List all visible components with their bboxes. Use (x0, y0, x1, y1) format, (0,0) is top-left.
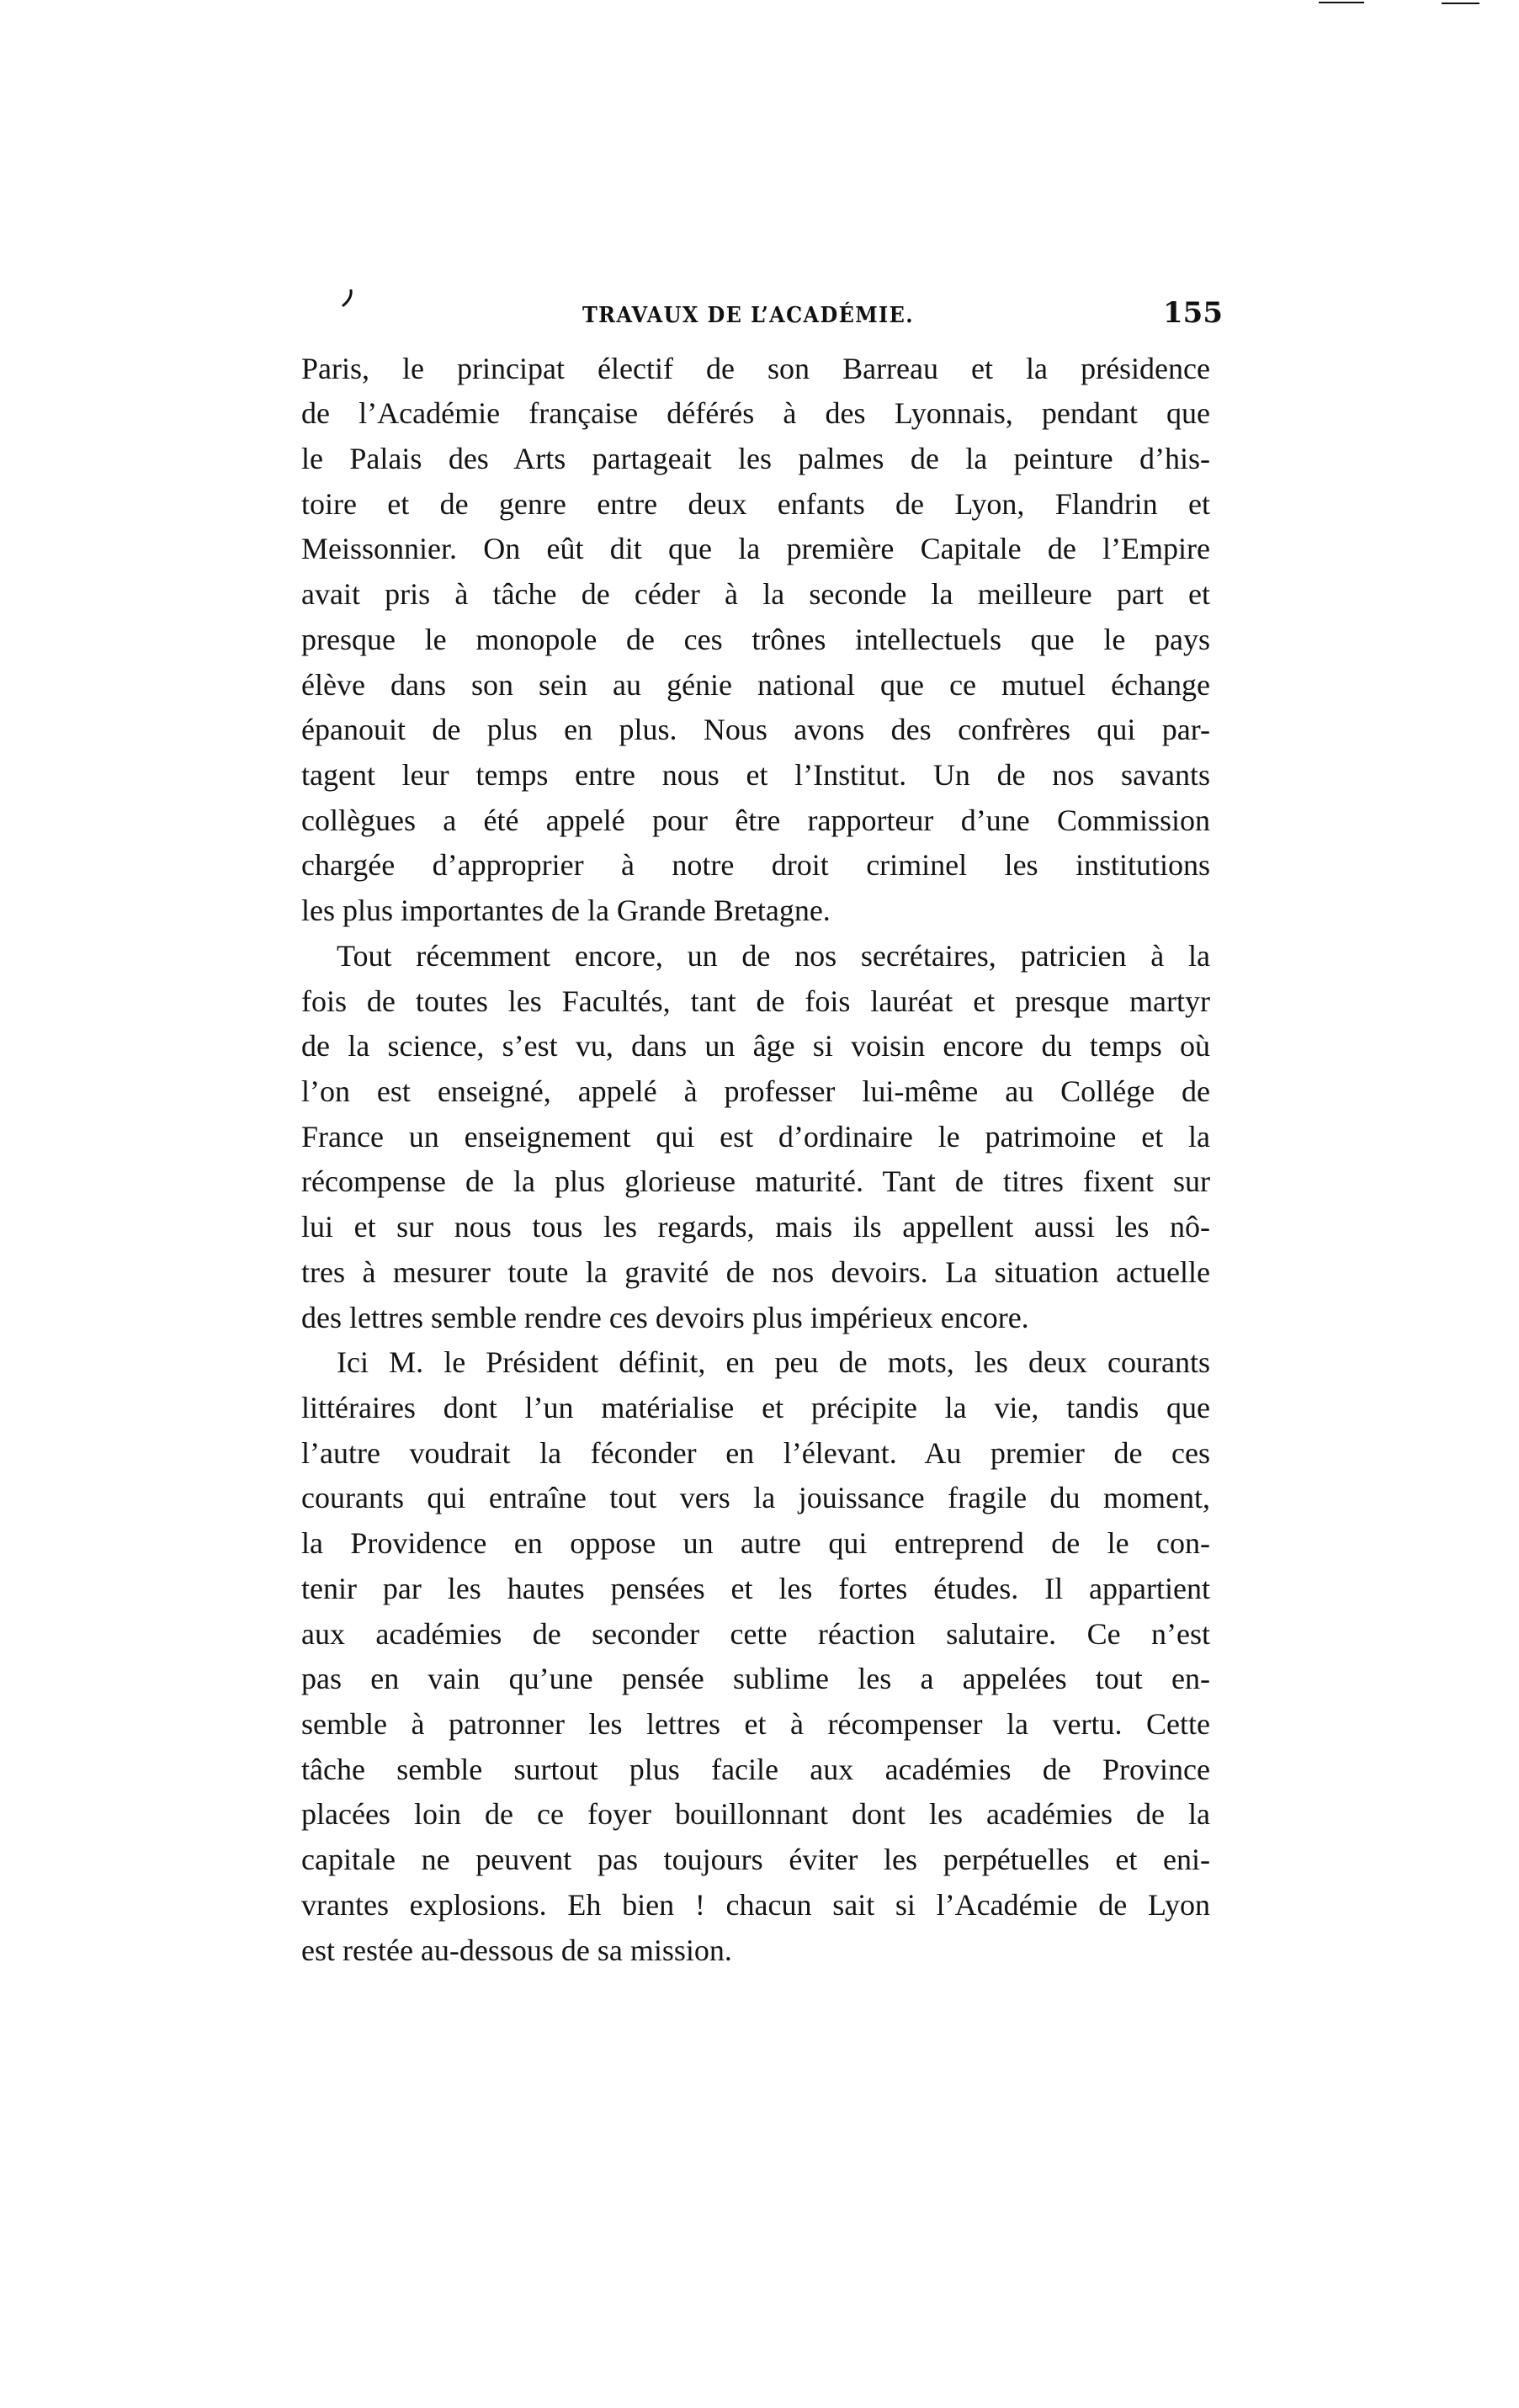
text-line: l’on est enseigné, appelé à professer lui-même au Collége de (301, 1074, 1210, 1108)
text-line: avait pris à tâche de céder à la seconde la meilleure part et (301, 577, 1210, 611)
text-line: le Palais des Arts partageait les palmes de la peinture d’his- (301, 442, 1210, 475)
text-line: collègues a été appelé pour être rapporteur d’une Commission (301, 804, 1210, 837)
text-line: chargée d’approprier à notre droit criminel les institutions (301, 848, 1210, 882)
text-line: tagent leur temps entre nous et l’Institut. Un de nos savants (301, 758, 1210, 792)
text-line: les plus importantes de la Grande Bretagne. (301, 894, 831, 927)
text-line: capitale ne peuvent pas toujours éviter les perpétuelles et eni- (301, 1843, 1210, 1876)
page-number: 155 (1163, 296, 1223, 330)
text-line: Meissonnier. On eût dit que la première Capitale de l’Empire (301, 532, 1210, 565)
text-line: récompense de la plus glorieuse maturité. Tant de titres fixent sur (301, 1164, 1210, 1198)
text-line: courants qui entraîne tout vers la jouissance fragile du moment, (301, 1481, 1210, 1514)
text-line: de la science, s’est vu, dans un âge si voisin encore du temps où (301, 1029, 1210, 1063)
text-line: France un enseignement qui est d’ordinaire le patrimoine et la (301, 1120, 1210, 1154)
ink-mark-icon (342, 289, 353, 308)
text-line: épanouit de plus en plus. Nous avons des confrères qui par- (301, 713, 1210, 746)
text-line: tres à mesurer toute la gravité de nos devoirs. La situation actuelle (301, 1255, 1210, 1289)
text-line: élève dans son sein au génie national que ce mutuel échange (301, 668, 1210, 702)
text-line: littéraires dont l’un matérialise et précipite la vie, tandis que (301, 1391, 1210, 1424)
text-line: vrantes explosions. Eh bien ! chacun sait si l’Académie de Lyon (301, 1888, 1210, 1922)
text-line: semble à patronner les lettres et à récompenser la vertu. Cette (301, 1707, 1210, 1741)
text-line: Ici M. le Président définit, en peu de mots, les deux courants (337, 1345, 1210, 1379)
text-line: presque le monopole de ces trônes intellectuels que le pays (301, 623, 1210, 656)
running-head: TRAVAUX DE L’ACADÉMIE. (582, 303, 914, 328)
text-line: fois de toutes les Facultés, tant de fois lauréat et presque martyr (301, 984, 1210, 1018)
text-line: pas en vain qu’une pensée sublime les a appelées tout en- (301, 1662, 1210, 1695)
scan-edge-rule-left (1319, 2, 1364, 3)
text-line: lui et sur nous tous les regards, mais ils appellent aussi les nô- (301, 1210, 1210, 1244)
text-line: est restée au-dessous de sa mission. (301, 1933, 732, 1967)
text-line: toire et de genre entre deux enfants de Lyon, Flandrin et (301, 487, 1210, 521)
text-line: Tout récemment encore, un de nos secrétaires, patricien à la (337, 939, 1210, 973)
text-line: placées loin de ce foyer bouillonnant dont les académies de la (301, 1797, 1210, 1831)
text-line: des lettres semble rendre ces devoirs plus impérieux encore. (301, 1301, 1029, 1334)
text-line: la Providence en oppose un autre qui entreprend de le con- (301, 1526, 1210, 1560)
text-line: tenir par les hautes pensées et les fortes études. Il appartient (301, 1572, 1210, 1605)
text-line: de l’Académie française déférés à des Lyonnais, pendant que (301, 396, 1210, 430)
text-line: aux académies de seconder cette réaction salutaire. Ce n’est (301, 1617, 1210, 1651)
text-line: Paris, le principat électif de son Barreau et la présidence (301, 352, 1210, 385)
text-line: tâche semble surtout plus facile aux académies de Province (301, 1753, 1210, 1786)
text-line: l’autre voudrait la féconder en l’élevant. Au premier de ces (301, 1436, 1210, 1470)
scan-edge-rule-right (1442, 3, 1479, 4)
